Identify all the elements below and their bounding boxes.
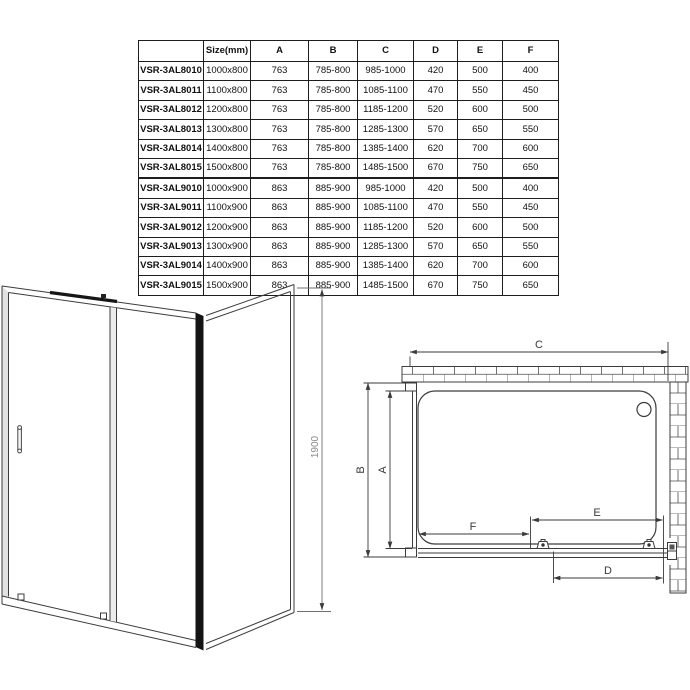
value-cell-e: 600 [458, 218, 503, 237]
table-row [139, 237, 559, 256]
table-row [139, 256, 559, 275]
side-panel-bottom-outer [206, 613, 294, 650]
value-cell-a: 863 [251, 218, 309, 237]
left-stile-shading [2, 286, 9, 597]
dim-b-label: B [355, 466, 367, 474]
value-cell-d: 420 [414, 62, 458, 81]
top-view-drawing [355, 333, 690, 600]
value-cell-a: 863 [251, 198, 309, 217]
value-cell-f: 650 [503, 158, 559, 178]
enclosure-plan [406, 383, 678, 565]
value-cell-c: 1185-1200 [358, 218, 414, 237]
value-cell-d: 670 [414, 158, 458, 178]
value-cell-f: 600 [503, 256, 559, 275]
value-cell-a: 863 [251, 276, 309, 295]
model-cell: VSR-3AL8011 [139, 81, 204, 100]
side-panel-top-outer [206, 285, 294, 316]
size-cell: 1200x900 [204, 218, 251, 237]
size-cell: 1500x800 [204, 158, 251, 178]
size-cell: 1500x900 [204, 276, 251, 295]
value-cell-d: 470 [414, 198, 458, 217]
value-cell-e: 500 [458, 178, 503, 198]
corner-profile-dark-bar [196, 313, 204, 651]
header-cell-d: D [414, 41, 458, 62]
size-cell: 1300x900 [204, 237, 251, 256]
value-cell-e: 700 [458, 139, 503, 158]
value-cell-e: 650 [458, 237, 503, 256]
value-cell-b: 785-800 [309, 120, 358, 139]
value-cell-a: 863 [251, 256, 309, 275]
bottom-roller-left [18, 594, 24, 600]
bottom-rail-inner [2, 596, 196, 641]
wall-top-brick [402, 367, 688, 383]
value-cell-b: 785-800 [309, 158, 358, 178]
header-cell-a: A [251, 41, 309, 62]
value-cell-e: 600 [458, 100, 503, 119]
value-cell-a: 863 [251, 237, 309, 256]
size-cell: 1200x800 [204, 100, 251, 119]
size-cell: 1400x800 [204, 139, 251, 158]
value-cell-f: 650 [503, 276, 559, 295]
size-table [138, 40, 559, 296]
model-cell: VSR-3AL9014 [139, 256, 204, 275]
value-cell-b: 885-900 [309, 256, 358, 275]
value-cell-b: 885-900 [309, 218, 358, 237]
model-cell: VSR-3AL9011 [139, 198, 204, 217]
value-cell-d: 570 [414, 120, 458, 139]
value-cell-c: 1285-1300 [358, 237, 414, 256]
side-panel-top-inner [206, 292, 291, 322]
value-cell-d: 570 [414, 237, 458, 256]
value-cell-f: 400 [503, 62, 559, 81]
table-row [139, 158, 559, 178]
value-cell-b: 785-800 [309, 139, 358, 158]
value-cell-f: 600 [503, 139, 559, 158]
model-cell: VSR-3AL9010 [139, 178, 204, 198]
table-row [139, 218, 559, 237]
value-cell-a: 763 [251, 62, 309, 81]
size-cell: 1100x900 [204, 198, 251, 217]
value-cell-d: 670 [414, 276, 458, 295]
value-cell-f: 400 [503, 178, 559, 198]
bottom-roller-right [101, 613, 107, 619]
value-cell-e: 750 [458, 158, 503, 178]
value-cell-d: 620 [414, 139, 458, 158]
model-cell: VSR-3AL8010 [139, 62, 204, 81]
side-glass-bottom-bracket [406, 548, 417, 557]
value-cell-c: 1385-1400 [358, 139, 414, 158]
size-cell: 1000x800 [204, 62, 251, 81]
model-cell: VSR-3AL9012 [139, 218, 204, 237]
dim-f-label: F [469, 521, 477, 533]
size-cell: 1400x900 [204, 256, 251, 275]
side-glass-top-bracket [406, 383, 417, 391]
value-cell-f: 450 [503, 198, 559, 217]
value-cell-e: 700 [458, 256, 503, 275]
value-cell-b: 785-800 [309, 81, 358, 100]
model-cell: VSR-3AL8014 [139, 139, 204, 158]
drain-icon [637, 403, 651, 417]
value-cell-e: 550 [458, 198, 503, 217]
table-row [139, 139, 559, 158]
value-cell-a: 863 [251, 178, 309, 198]
shower-tray [418, 391, 656, 544]
dim-d-label: D [604, 565, 612, 577]
value-cell-f: 500 [503, 218, 559, 237]
value-cell-e: 650 [458, 120, 503, 139]
value-cell-d: 620 [414, 256, 458, 275]
model-cell: VSR-3AL9013 [139, 237, 204, 256]
value-cell-c: 985-1000 [358, 178, 414, 198]
value-cell-a: 763 [251, 120, 309, 139]
value-cell-c: 1485-1500 [358, 158, 414, 178]
value-cell-c: 1085-1100 [358, 81, 414, 100]
value-cell-b: 885-900 [309, 276, 358, 295]
value-cell-c: 1185-1200 [358, 100, 414, 119]
model-cell: VSR-3AL9015 [139, 276, 204, 295]
table-row [139, 178, 559, 198]
model-cell: VSR-3AL8013 [139, 120, 204, 139]
header-cell-model [139, 41, 204, 62]
bottom-rail-outer [2, 604, 196, 648]
model-cell: VSR-3AL8012 [139, 100, 204, 119]
value-cell-b: 885-900 [309, 178, 358, 198]
header-cell-b: B [309, 41, 358, 62]
value-cell-d: 520 [414, 218, 458, 237]
walls [402, 367, 688, 594]
value-cell-a: 763 [251, 158, 309, 178]
value-cell-f: 550 [503, 120, 559, 139]
size-cell: 1100x800 [204, 81, 251, 100]
height-dimension-label: 1900 [310, 435, 321, 459]
table-row [139, 100, 559, 119]
value-cell-d: 470 [414, 81, 458, 100]
value-cell-c: 1285-1300 [358, 120, 414, 139]
value-cell-a: 763 [251, 100, 309, 119]
value-cell-b: 885-900 [309, 198, 358, 217]
table-row [139, 81, 559, 100]
header-cell-size: Size(mm) [204, 41, 251, 62]
dim-a-label: A [377, 466, 389, 474]
roller-left [537, 540, 549, 549]
track-end-bracket [668, 543, 677, 560]
value-cell-c: 985-1000 [358, 62, 414, 81]
size-cell: 1300x800 [204, 120, 251, 139]
value-cell-a: 763 [251, 81, 309, 100]
dim-c-label: C [535, 339, 543, 351]
size-table-header [139, 41, 559, 62]
value-cell-f: 500 [503, 100, 559, 119]
model-cell: VSR-3AL8015 [139, 158, 204, 178]
roller-right [643, 540, 655, 549]
value-cell-c: 1485-1500 [358, 276, 414, 295]
value-cell-e: 750 [458, 276, 503, 295]
size-table-body [139, 62, 559, 296]
header-cell-f: F [503, 41, 559, 62]
size-cell: 1000x900 [204, 178, 251, 198]
dim-e-label: E [593, 507, 601, 519]
value-cell-f: 550 [503, 237, 559, 256]
value-cell-d: 420 [414, 178, 458, 198]
header-cell-c: C [358, 41, 414, 62]
value-cell-b: 785-800 [309, 100, 358, 119]
front-view-drawing [0, 283, 345, 690]
value-cell-b: 885-900 [309, 237, 358, 256]
table-row [139, 120, 559, 139]
header-row [139, 41, 559, 62]
table-row [139, 198, 559, 217]
side-panel-bottom-inner [206, 610, 291, 644]
door-handle [18, 426, 22, 453]
value-cell-f: 450 [503, 81, 559, 100]
top-roller-bracket [101, 294, 106, 298]
value-cell-c: 1385-1400 [358, 256, 414, 275]
value-cell-e: 550 [458, 81, 503, 100]
value-cell-c: 1085-1100 [358, 198, 414, 217]
value-cell-b: 785-800 [309, 62, 358, 81]
value-cell-d: 520 [414, 100, 458, 119]
value-cell-e: 500 [458, 62, 503, 81]
door-edge-shading [110, 307, 117, 622]
header-cell-e: E [458, 41, 503, 62]
value-cell-a: 763 [251, 139, 309, 158]
shower-door-frame [2, 285, 294, 651]
table-row [139, 62, 559, 81]
